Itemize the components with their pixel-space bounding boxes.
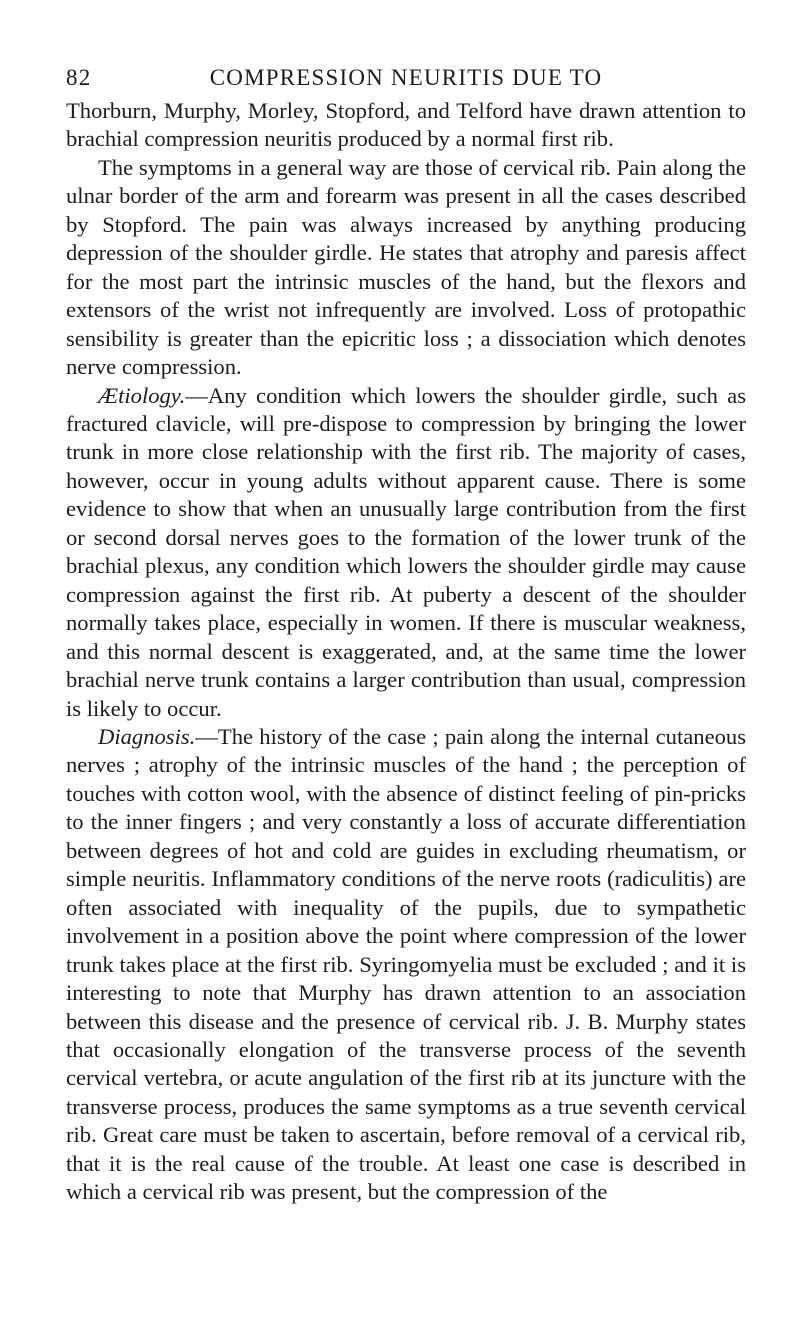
section-heading-diagnosis: Diagnosis. — [98, 723, 196, 749]
page-header — [66, 62, 746, 94]
paragraph-text: —Any condition which lowers the shoulder girdle, such as fractured clavicle, will pre-dispose to compression by bringing the lower trunk in more close relationship with the first rib. The majority of cases, however, occur in young adults without apparent cause. There is some evidence to show that when an unusually large contribution from the first or second dorsal nerves goes to the formation of the lower trunk of the brachial plexus, any condition which lowers the shoulder girdle may cause compression against the first rib. At puberty a descent of the shoulder normally takes place, especially in women. If there is muscular weakness, and this normal descent is exaggerated, and, at the same time the lower brachial nerve trunk contains a larger contribution than usual, compression is likely to occur. — [66, 382, 746, 721]
paragraph-symptoms — [66, 154, 746, 382]
paragraph-intro — [66, 97, 746, 154]
paragraph-text: —The history of the case ; pain along the internal cutaneous nerves ; atrophy of the intrinsic muscles of the hand ; the perception of touches with cotton wool, with the absence of distinct feeling of pin-pricks to the inner fingers ; and very constantly a loss of accurate differentiation between degrees of hot and cold are guides in excluding rheumatism, or simple neuritis. Inflammatory conditions of the nerve roots (radiculitis) are often associated with inequality of the pupils, due to sympathetic involvement in a position above the point where compression of the lower trunk takes place at the first rib. Syringomyelia must be excluded ; and it is interesting to note that Murphy has drawn attention to an association between this disease and the presence of cervical rib. J. B. Murphy states that occasionally elongation of the transverse process of the seventh cervical vertebra, or acute angulation of the first rib at its juncture with the transverse process, produces the same symptoms as a true seventh cervical rib. Great care must be taken to ascertain, before removal of a cervical rib, that it is the real cause of the trouble. At least one case is described in which a cervical rib was present, but the compression of the — [66, 723, 746, 1205]
body-text — [66, 97, 746, 1207]
paragraph-text: The symptoms in a general way are those of cervical rib. Pain along the ulnar border of the arm and forearm was present in all the cases described by Stopford. The pain was always increased by anything producing depression of the shoulder girdle. He states that atrophy and paresis affect for the most part the intrinsic muscles of the hand, but the flexors and extensors of the wrist not infrequently are involved. Loss of protopathic sensibility is greater than the epicritic loss ; a dissociation which denotes nerve compression. — [66, 154, 746, 380]
paragraph-diagnosis — [66, 723, 746, 1207]
paragraph-aetiology — [66, 382, 746, 723]
paragraph-text: Thorburn, Murphy, Morley, Stopford, and Telford have drawn attention to brachial compression neuritis produced by a normal first rib. — [66, 98, 746, 152]
running-title: COMPRESSION NEURITIS DUE TO — [209, 65, 603, 90]
page-number: 82 — [66, 65, 92, 90]
section-heading-aetiology: Ætiology. — [98, 382, 186, 408]
